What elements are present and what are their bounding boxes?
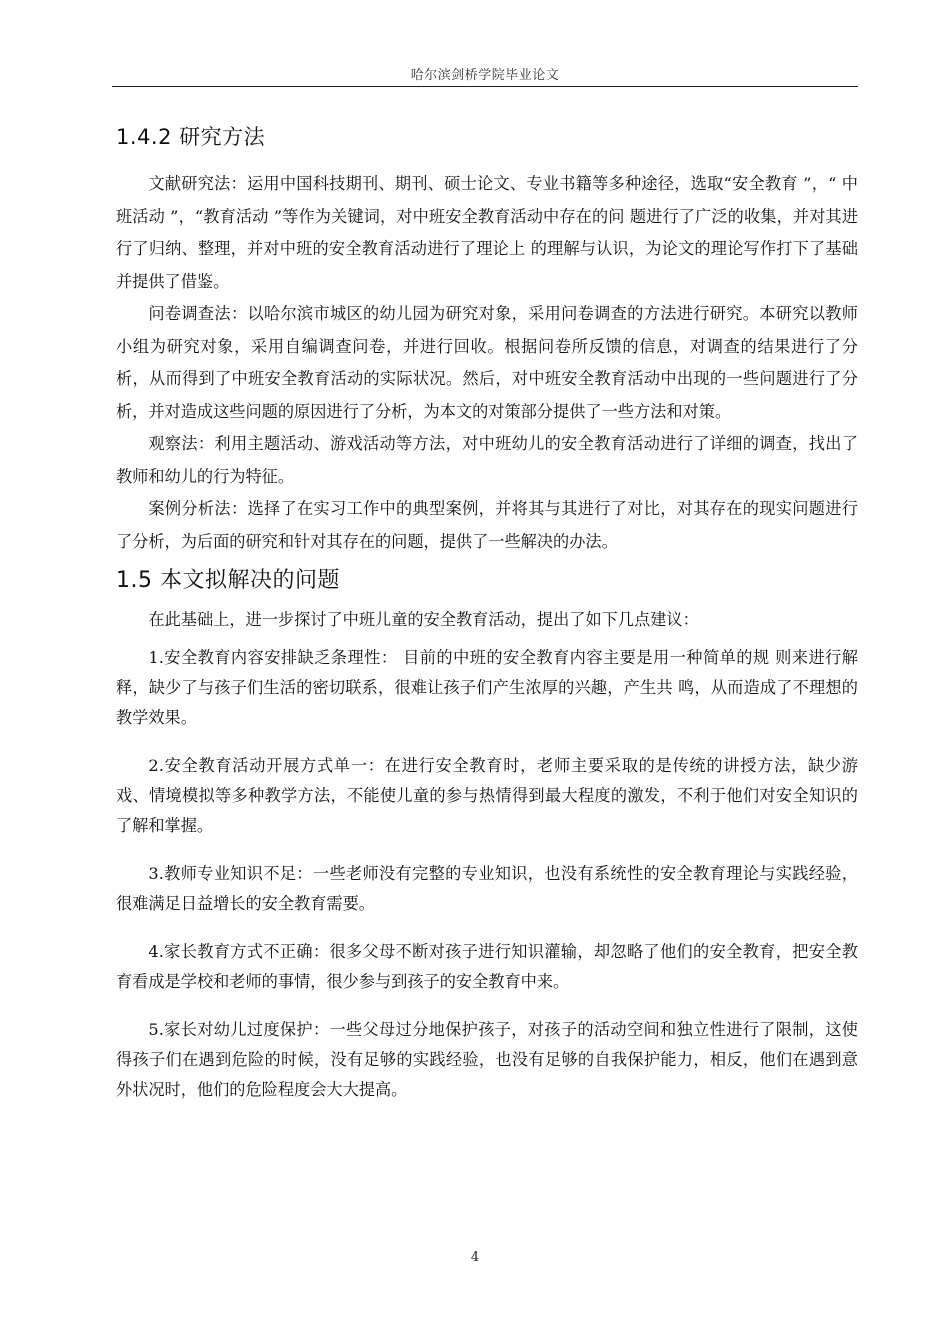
page-body [116, 120, 858, 1123]
paragraph-observation-method: 观察法：利用主题活动、游戏活动等方法，对中班幼儿的安全教育活动进行了详细的调查，找出了教师和幼儿的行为特征。 [116, 434, 858, 486]
header-divider [112, 86, 858, 87]
list-item-point-2: 2.安全教育活动开展方式单一：在进行安全教育时，老师主要采取的是传统的讲授方法，缺少游戏、情境模拟等多种教学方法，不能使儿童的参与热情得到最大程度的激发，不利于他们对安全知识的了解和掌握。 [116, 755, 858, 835]
paragraph-literature-method: 文献研究法：运用中国科技期刊、期刊、硕士论文、专业书籍等多种途径，选取“安全教育 ”，“ 中班活动 ”，“教育活动 ”等作为关键词，对中班安全教育活动中存在的问 题进行了广泛的收集，并对其进行了归纳、整理，并对中班的安全教育活动进行了理论上 的理解与认识，为论文的理论写作打下了基础并提供了借鉴。 [116, 174, 858, 291]
section-heading-1-4-2: 1.4.2 研究方法 [116, 125, 266, 149]
list-item-point-5: 5.家长对幼儿过度保护：一些父母过分地保护孩子，对孩子的活动空间和独立性进行了限制，这使得孩子们在遇到危险的时候，没有足够的实践经验，也没有足够的自我保护能力，相反，他们在遇到意外状况时，他们的危险程度会大大提高。 [116, 1019, 858, 1099]
paragraph-section-intro: 在此基础上，进一步探讨了中班儿童的安全教育活动，提出了如下几点建议： [148, 610, 699, 629]
list-item-point-1: 1.安全教育内容安排缺乏条理性： 目前的中班的安全教育内容主要是用一种简单的规 则来进行解释，缺少了与孩子们生活的密切联系，很难让孩子们产生浓厚的兴趣，产生共 鸣，从而造成了不理想的教学效果。 [116, 647, 858, 727]
running-header: 哈尔滨剑桥学院毕业论文 [410, 68, 560, 83]
paragraph-case-analysis-method: 案例分析法：选择了在实习工作中的典型案例，并将其与其进行了对比，对其存在的现实问题进行了分析，为后面的研究和针对其存在的问题，提供了一些解决的办法。 [116, 499, 858, 551]
list-item-point-3: 3.教师专业知识不足：一些老师没有完整的专业知识，也没有系统性的安全教育理论与实践经验，很难满足日益增长的安全教育需要。 [116, 863, 858, 913]
paragraph-questionnaire-method: 问卷调查法：以哈尔滨市城区的幼儿园为研究对象，采用问卷调查的方法进行研究。本研究以教师小组为研究对象，采用自编调查问卷，并进行回收。根据问卷所反馈的信息，对调查的结果进行了分析，从而得到了中班安全教育活动的实际状况。然后，对中班安全教育活动中出现的一些问题进行了分析，并对造成这些问题的原因进行了分析，为本文的对策部分提供了一些方法和对策。 [116, 304, 858, 421]
page-number: 4 [470, 1250, 480, 1265]
section-heading-1-5: 1.5 本文拟解决的问题 [116, 568, 340, 593]
list-item-point-4: 4.家长教育方式不正确：很多父母不断对孩子进行知识灌输，却忽略了他们的安全教育，把安全教育看成是学校和老师的事情，很少参与到孩子的安全教育中来。 [116, 941, 858, 991]
